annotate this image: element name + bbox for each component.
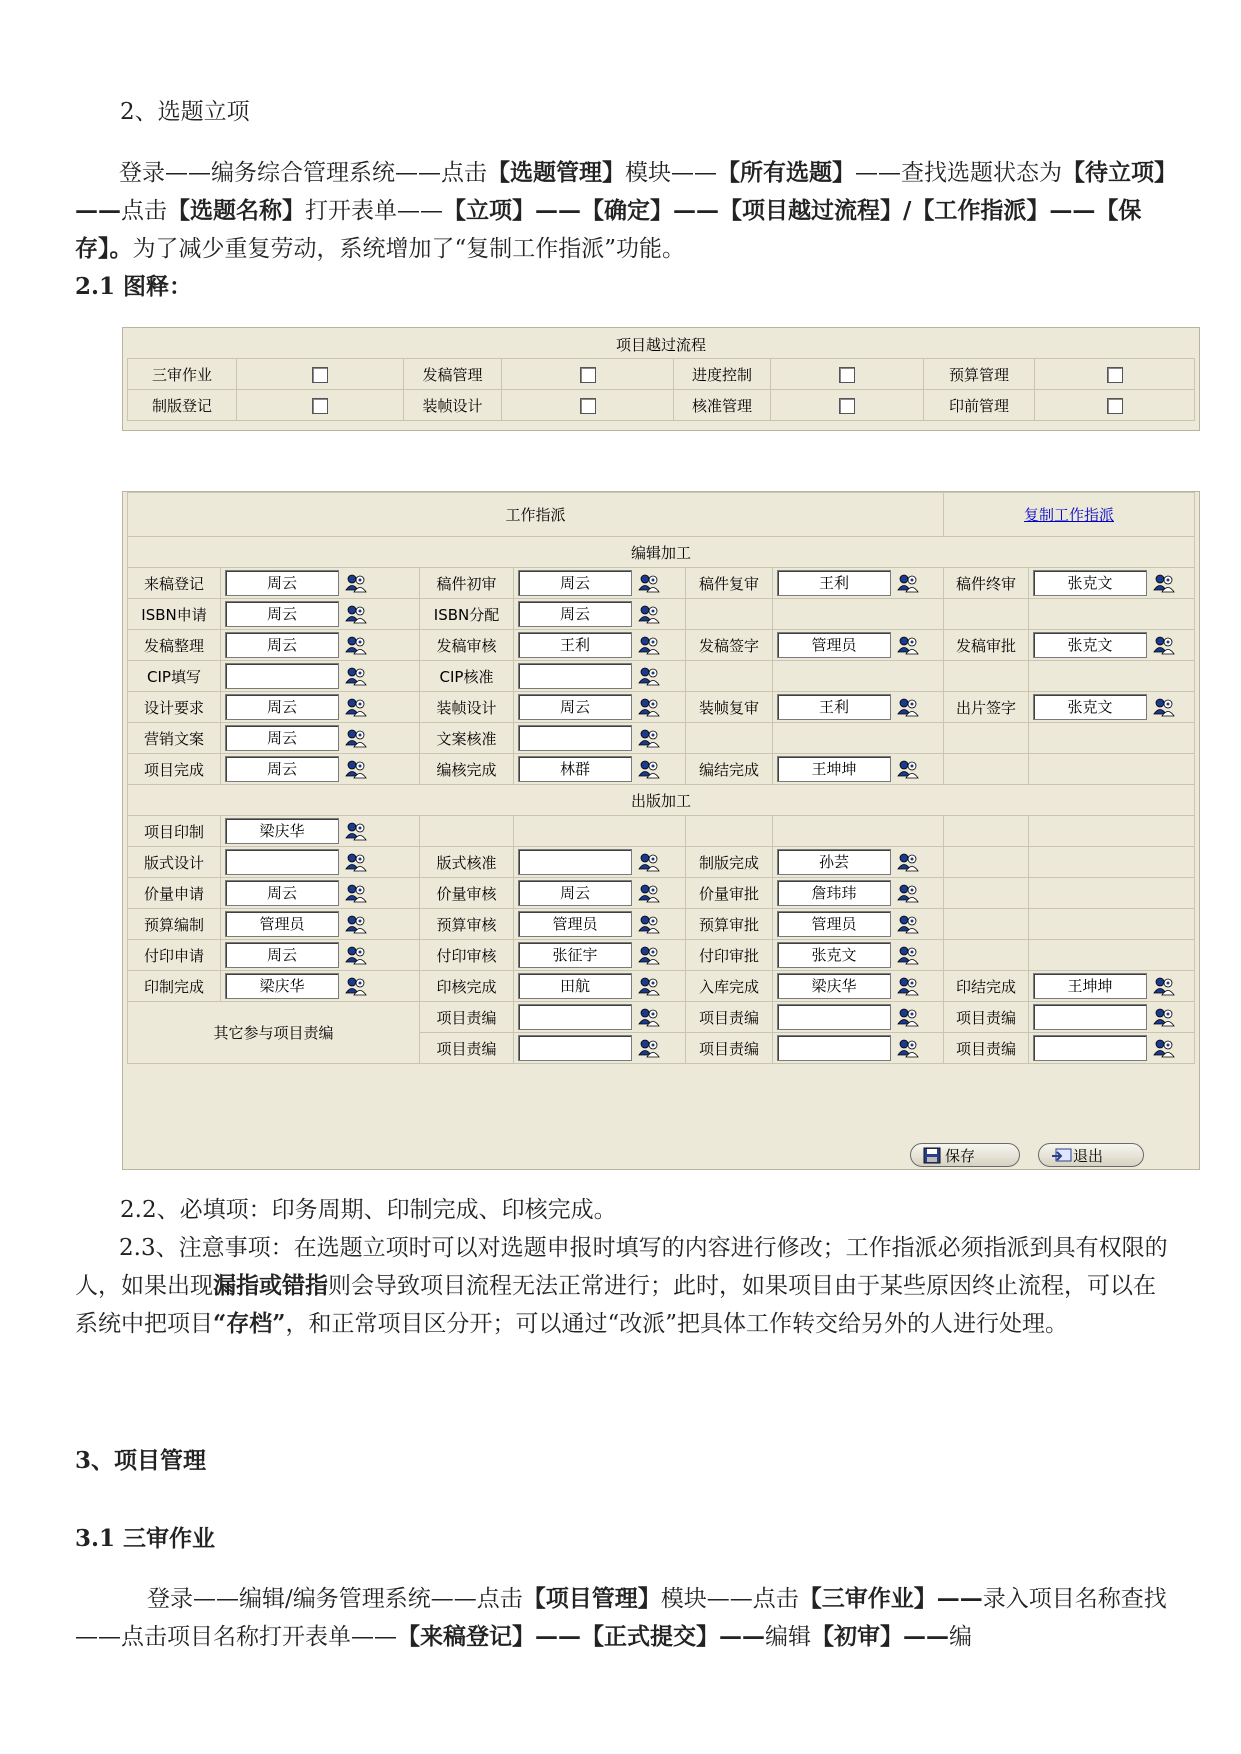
assignment-cell (773, 723, 944, 754)
assignment-label: 印制完成 (128, 971, 221, 1002)
assignment-label: 制版完成 (686, 847, 773, 878)
assignment-label: 价量审批 (686, 878, 773, 909)
assign-title: 工作指派 (128, 493, 944, 537)
assignment-row (128, 878, 1195, 909)
skip-checkbox-cell (237, 390, 404, 421)
assignee-field[interactable]: 周云 (225, 601, 339, 627)
assignee-field[interactable]: 王利 (777, 570, 891, 596)
assignee-field[interactable]: 张克文 (1033, 694, 1147, 720)
assignment-cell (514, 661, 686, 692)
assignee-field[interactable] (518, 663, 632, 689)
assignment-row (128, 568, 1195, 599)
assignment-label: 发稿签字 (686, 630, 773, 661)
edit-section-row (128, 537, 1195, 568)
assignment-label (944, 754, 1029, 785)
assignment-cell (221, 599, 420, 630)
skip-checkbox-cell (771, 359, 924, 390)
skip-label: 进度控制 (674, 359, 771, 390)
assignee-field[interactable] (1033, 1004, 1147, 1030)
assignee-field[interactable] (777, 1035, 891, 1061)
assignment-row (128, 630, 1195, 661)
assignment-label: 发稿审核 (420, 630, 514, 661)
text-run: 模块—— (625, 160, 717, 186)
user-picker-icon[interactable] (345, 914, 367, 934)
assignment-label: 印核完成 (420, 971, 514, 1002)
other-editors-label: 其它参与项目责编 (128, 1002, 420, 1064)
skip-checkbox[interactable] (1107, 398, 1123, 414)
text-run: 【来稿登记】——【正式提交】—— (397, 1623, 765, 1650)
assignee-field[interactable]: 周云 (225, 570, 339, 596)
assignee-field[interactable]: 王利 (518, 632, 632, 658)
assignment-label: 项目责编 (420, 1002, 514, 1033)
assignment-cell (514, 909, 686, 940)
assignment-label (686, 599, 773, 630)
assignment-label: 预算审核 (420, 909, 514, 940)
user-picker-icon[interactable] (345, 945, 367, 965)
user-picker-icon[interactable] (345, 821, 367, 841)
assignment-cell (773, 568, 944, 599)
assignment-label (420, 816, 514, 847)
assignment-label: 版式核准 (420, 847, 514, 878)
assignment-label: 付印审核 (420, 940, 514, 971)
save-button[interactable] (910, 1143, 1020, 1167)
section-3-1-heading: 3.1 三审作业 (75, 1525, 216, 1552)
assignee-field[interactable]: 张克文 (1033, 632, 1147, 658)
assignment-label (944, 847, 1029, 878)
assignee-field[interactable]: 周云 (225, 942, 339, 968)
assignee-field[interactable]: 周云 (518, 880, 632, 906)
assignee-field[interactable] (518, 725, 632, 751)
user-picker-icon[interactable] (897, 635, 919, 655)
user-picker-icon[interactable] (897, 914, 919, 934)
assignment-label (944, 940, 1029, 971)
assignment-label (944, 723, 1029, 754)
exit-arrow-icon (1051, 1147, 1073, 1164)
assignment-cell (1029, 816, 1195, 847)
user-picker-icon[interactable] (1153, 573, 1175, 593)
paragraph-notes (75, 1230, 1170, 1343)
assignment-label: CIP核准 (420, 661, 514, 692)
other-editor-row (128, 1002, 1195, 1033)
assignee-field[interactable] (1033, 1035, 1147, 1061)
assignee-field[interactable]: 张征宇 (518, 942, 632, 968)
text-run: ——查找选题状态为 (855, 160, 1062, 186)
skip-checkbox[interactable] (839, 367, 855, 383)
skip-label: 印前管理 (924, 390, 1035, 421)
text-run: 登录——编辑/编务管理系统——点击 (147, 1586, 523, 1612)
user-picker-icon[interactable] (638, 1038, 660, 1058)
text-run: 2.3、注意事项：在选题立项时可以对选题申报时填写的内容进行修改；工作指派必须指派到具有权限的人，如果出现 (75, 1235, 1168, 1299)
assignee-field[interactable]: 管理员 (777, 632, 891, 658)
skip-row (128, 390, 1195, 421)
assignment-cell (221, 971, 420, 1002)
user-picker-icon[interactable] (345, 759, 367, 779)
assignment-cell (221, 754, 420, 785)
user-picker-icon[interactable] (897, 883, 919, 903)
user-picker-icon[interactable] (897, 1007, 919, 1027)
skip-row (128, 359, 1195, 390)
assignment-cell (514, 1002, 686, 1033)
assignment-cell (773, 692, 944, 723)
assignment-cell (514, 692, 686, 723)
assignment-label: 预算编制 (128, 909, 221, 940)
assignment-label: 发稿整理 (128, 630, 221, 661)
assignee-field[interactable] (518, 1035, 632, 1061)
assignment-cell (221, 661, 420, 692)
assignment-label: 来稿登记 (128, 568, 221, 599)
assignment-cell (773, 599, 944, 630)
assignment-label (944, 909, 1029, 940)
assignment-label: 入库完成 (686, 971, 773, 1002)
skip-checkbox-cell (1035, 359, 1195, 390)
assignment-cell (514, 847, 686, 878)
assignment-label: 项目责编 (944, 1033, 1029, 1064)
assignment-label: 文案核准 (420, 723, 514, 754)
skip-checkbox-cell (237, 359, 404, 390)
assignment-label: 版式设计 (128, 847, 221, 878)
assignee-field[interactable]: 梁庆华 (225, 973, 339, 999)
assignment-label: 装帧设计 (420, 692, 514, 723)
text-run: “存档” (213, 1310, 286, 1337)
assignment-label: 项目印制 (128, 816, 221, 847)
assignee-field[interactable]: 周云 (225, 880, 339, 906)
skip-label: 三审作业 (128, 359, 237, 390)
assignment-cell (514, 599, 686, 630)
floppy-disk-icon (923, 1147, 941, 1164)
assignment-row (128, 599, 1195, 630)
user-picker-icon[interactable] (897, 945, 919, 965)
assignment-label: 项目责编 (420, 1033, 514, 1064)
assignment-cell (773, 1002, 944, 1033)
skip-checkbox-cell (1035, 390, 1195, 421)
skip-checkbox[interactable] (580, 367, 596, 383)
assignment-cell (1029, 878, 1195, 909)
figure-heading: 2.1 图释： (75, 273, 193, 300)
text-run: 【项目管理】 (522, 1585, 661, 1612)
assignment-cell (221, 692, 420, 723)
assignment-label: 装帧复审 (686, 692, 773, 723)
user-picker-icon[interactable] (638, 697, 660, 717)
assignment-label: 稿件终审 (944, 568, 1029, 599)
assignment-cell (221, 847, 420, 878)
assignment-cell (773, 847, 944, 878)
skip-checkbox[interactable] (312, 367, 328, 383)
skip-label: 预算管理 (924, 359, 1035, 390)
assignment-row (128, 971, 1195, 1002)
assignee-field[interactable] (225, 849, 339, 875)
user-picker-icon[interactable] (897, 976, 919, 996)
skip-checkbox[interactable] (580, 398, 596, 414)
assignee-field[interactable] (225, 663, 339, 689)
section-3-heading: 3、项目管理 (75, 1447, 207, 1474)
assignment-row (128, 816, 1195, 847)
user-picker-icon[interactable] (1153, 1038, 1175, 1058)
user-picker-icon[interactable] (897, 1038, 919, 1058)
assignment-label: 项目责编 (686, 1002, 773, 1033)
user-picker-icon[interactable] (345, 728, 367, 748)
user-picker-icon[interactable] (1153, 1007, 1175, 1027)
assignment-cell (514, 940, 686, 971)
text-run: 【立项】——【确定】——【项目越过流程】/【工作指派】——【保存】。 (75, 197, 1142, 262)
assignment-cell (1029, 1033, 1195, 1064)
text-run: 点击 (121, 198, 167, 224)
assignment-cell (1029, 971, 1195, 1002)
assignee-field[interactable] (777, 1004, 891, 1030)
user-picker-icon[interactable] (638, 976, 660, 996)
text-run: 【选题名称】 (167, 197, 305, 224)
skip-label: 制版登记 (128, 390, 237, 421)
assignment-cell (773, 754, 944, 785)
text-run: 【初审】—— (811, 1623, 949, 1650)
user-picker-icon[interactable] (345, 666, 367, 686)
assignment-label (944, 816, 1029, 847)
skip-label: 核准管理 (674, 390, 771, 421)
skip-checkbox-cell (502, 390, 674, 421)
assignment-label: CIP填写 (128, 661, 221, 692)
text-run: 编辑 (765, 1624, 811, 1650)
assignment-row (128, 692, 1195, 723)
assignee-field[interactable]: 梁庆华 (225, 818, 339, 844)
user-picker-icon[interactable] (345, 573, 367, 593)
assignment-cell (514, 1033, 686, 1064)
assignment-cell (514, 568, 686, 599)
text-run: ，和正常项目区分开；可以通过“改派”把具体工作转交给另外的人进行处理。 (285, 1311, 1068, 1337)
text-run: 【三审作业】—— (798, 1585, 983, 1612)
user-picker-icon[interactable] (638, 573, 660, 593)
assignee-field[interactable] (518, 849, 632, 875)
user-picker-icon[interactable] (345, 852, 367, 872)
skip-checkbox-cell (502, 359, 674, 390)
assignment-label: ISBN申请 (128, 599, 221, 630)
assignment-cell (773, 1033, 944, 1064)
assignee-field[interactable] (518, 1004, 632, 1030)
assignment-cell (773, 909, 944, 940)
text-run: 模块——点击 (660, 1586, 799, 1612)
assignment-cell (1029, 599, 1195, 630)
assignment-label (944, 661, 1029, 692)
assignment-cell (514, 878, 686, 909)
assignment-row (128, 661, 1195, 692)
text-run: 【选题管理】 (487, 159, 625, 186)
skip-label: 发稿管理 (404, 359, 502, 390)
assignee-field[interactable]: 王坤坤 (1033, 973, 1147, 999)
user-picker-icon[interactable] (897, 759, 919, 779)
assignment-label: 稿件复审 (686, 568, 773, 599)
skip-checkbox[interactable] (839, 398, 855, 414)
text-run: 编 (949, 1624, 972, 1650)
assignment-label (944, 599, 1029, 630)
assignment-cell (1029, 754, 1195, 785)
edit-section-heading: 编辑加工 (128, 537, 1195, 568)
skip-checkbox-cell (771, 390, 924, 421)
assignment-row (128, 723, 1195, 754)
user-picker-icon[interactable] (897, 852, 919, 872)
assignment-cell (773, 630, 944, 661)
user-picker-icon[interactable] (638, 728, 660, 748)
assignment-cell (1029, 1002, 1195, 1033)
assignment-label: 营销文案 (128, 723, 221, 754)
publish-section-heading: 出版加工 (128, 785, 1195, 816)
assign-header-row (128, 493, 1195, 537)
assignee-field[interactable]: 周云 (225, 632, 339, 658)
assignment-label: 编结完成 (686, 754, 773, 785)
paragraph-topic-approval (75, 154, 1170, 268)
assignee-field[interactable]: 管理员 (225, 911, 339, 937)
exit-button-label: 退出 (1073, 1147, 1104, 1165)
assignment-label: 预算审批 (686, 909, 773, 940)
assignment-cell (221, 940, 420, 971)
assignment-cell (1029, 940, 1195, 971)
assignment-cell (221, 878, 420, 909)
assignee-field[interactable]: 周云 (225, 694, 339, 720)
user-picker-icon[interactable] (1153, 976, 1175, 996)
skip-checkbox[interactable] (1107, 367, 1123, 383)
work-assignment-table (127, 492, 1195, 1064)
assignee-field[interactable]: 孙芸 (777, 849, 891, 875)
user-picker-icon[interactable] (345, 635, 367, 655)
skip-process-title: 项目越过流程 (615, 336, 706, 354)
paragraph-required-fields: 2.2、必填项：印务周期、印制完成、印核完成。 (120, 1197, 617, 1223)
assignment-label: 出片签字 (944, 692, 1029, 723)
assignment-label: 项目责编 (944, 1002, 1029, 1033)
assignee-field[interactable]: 田航 (518, 973, 632, 999)
user-picker-icon[interactable] (345, 976, 367, 996)
text-run: 【待立项】—— (75, 159, 1166, 224)
assignment-label (686, 661, 773, 692)
assignment-cell (514, 754, 686, 785)
assignment-label: 稿件初审 (420, 568, 514, 599)
assignment-label: 项目责编 (686, 1033, 773, 1064)
assignment-cell (1029, 630, 1195, 661)
exit-button[interactable] (1038, 1143, 1144, 1167)
skip-checkbox[interactable] (312, 398, 328, 414)
user-picker-icon[interactable] (638, 945, 660, 965)
text-run: 漏指或错指 (213, 1272, 328, 1299)
text-run: 为了减少重复劳动，系统增加了“复制工作指派”功能。 (132, 236, 686, 262)
user-picker-icon[interactable] (345, 697, 367, 717)
assignment-label (944, 878, 1029, 909)
assignment-cell (1029, 661, 1195, 692)
assignment-cell (514, 723, 686, 754)
assignment-label: 价量申请 (128, 878, 221, 909)
assignee-field[interactable]: 管理员 (518, 911, 632, 937)
assignment-label (686, 816, 773, 847)
user-picker-icon[interactable] (638, 883, 660, 903)
assignment-label: ISBN分配 (420, 599, 514, 630)
assignee-field[interactable]: 张克文 (777, 942, 891, 968)
text-run: 则会导致项目流程无法正常进行；此时，如果项目由于某些原因终止流程，可以在系统中把项目 (75, 1273, 1156, 1337)
assignment-cell (221, 723, 420, 754)
assignee-field[interactable]: 周云 (518, 601, 632, 627)
assignment-cell (221, 568, 420, 599)
text-run: 【所有选题】 (717, 159, 855, 186)
assignee-field[interactable]: 王利 (777, 694, 891, 720)
assignment-cell (1029, 568, 1195, 599)
user-picker-icon[interactable] (1153, 697, 1175, 717)
user-picker-icon[interactable] (345, 604, 367, 624)
section-2-heading: 2、选题立项 (120, 99, 250, 125)
assignee-field[interactable]: 王坤坤 (777, 756, 891, 782)
assignee-field[interactable]: 梁庆华 (777, 973, 891, 999)
user-picker-icon[interactable] (638, 666, 660, 686)
assignee-field[interactable]: 周云 (518, 570, 632, 596)
work-assignment-panel (122, 491, 1200, 1170)
user-picker-icon[interactable] (638, 604, 660, 624)
user-picker-icon[interactable] (638, 914, 660, 934)
assignee-field[interactable]: 周云 (225, 725, 339, 751)
assignment-label (686, 723, 773, 754)
assignment-cell (1029, 847, 1195, 878)
assignment-cell (773, 816, 944, 847)
assignment-cell (1029, 692, 1195, 723)
assignment-cell (221, 630, 420, 661)
user-picker-icon[interactable] (638, 635, 660, 655)
assignment-cell (221, 909, 420, 940)
assignment-row (128, 847, 1195, 878)
assignment-cell (1029, 723, 1195, 754)
assignment-cell (773, 971, 944, 1002)
user-picker-icon[interactable] (638, 759, 660, 779)
assignment-label: 项目完成 (128, 754, 221, 785)
save-button-label: 保存 (945, 1147, 976, 1165)
user-picker-icon[interactable] (1153, 635, 1175, 655)
assignment-cell (221, 816, 420, 847)
assignment-cell (773, 940, 944, 971)
user-picker-icon[interactable] (897, 573, 919, 593)
assignee-field[interactable]: 林群 (518, 756, 632, 782)
skip-process-table (127, 358, 1195, 421)
assignment-label: 印结完成 (944, 971, 1029, 1002)
assignee-field[interactable]: 张克文 (1033, 570, 1147, 596)
assignment-row (128, 909, 1195, 940)
assignment-cell (1029, 909, 1195, 940)
user-picker-icon[interactable] (638, 852, 660, 872)
assignee-field[interactable]: 周云 (518, 694, 632, 720)
text-run: 打开表单—— (305, 198, 443, 224)
assignee-field[interactable]: 管理员 (777, 911, 891, 937)
user-picker-icon[interactable] (638, 1007, 660, 1027)
skip-label: 装帧设计 (404, 390, 502, 421)
assignment-cell (514, 816, 686, 847)
text-run: 录入项目名称查找——点击项目名称打开表单—— (75, 1586, 1167, 1650)
user-picker-icon[interactable] (345, 883, 367, 903)
skip-process-panel (122, 327, 1200, 431)
assignment-row (128, 940, 1195, 971)
assignment-cell (773, 878, 944, 909)
assignment-cell (514, 630, 686, 661)
assignment-label: 发稿审批 (944, 630, 1029, 661)
assignment-cell (514, 971, 686, 1002)
copy-assignment-cell (944, 493, 1195, 537)
text-run: 登录——编务综合管理系统——点击 (119, 160, 487, 186)
assignment-row (128, 754, 1195, 785)
copy-assignment-link[interactable]: 复制工作指派 (1024, 506, 1115, 524)
assignment-label: 设计要求 (128, 692, 221, 723)
assignment-label: 付印申请 (128, 940, 221, 971)
assignment-label: 编核完成 (420, 754, 514, 785)
assignee-field[interactable]: 詹玮玮 (777, 880, 891, 906)
user-picker-icon[interactable] (897, 697, 919, 717)
assignment-cell (773, 661, 944, 692)
assignment-label: 付印审批 (686, 940, 773, 971)
assignee-field[interactable]: 周云 (225, 756, 339, 782)
paragraph-three-reviews (75, 1580, 1170, 1656)
assignment-label: 价量审核 (420, 878, 514, 909)
publish-section-row (128, 785, 1195, 816)
